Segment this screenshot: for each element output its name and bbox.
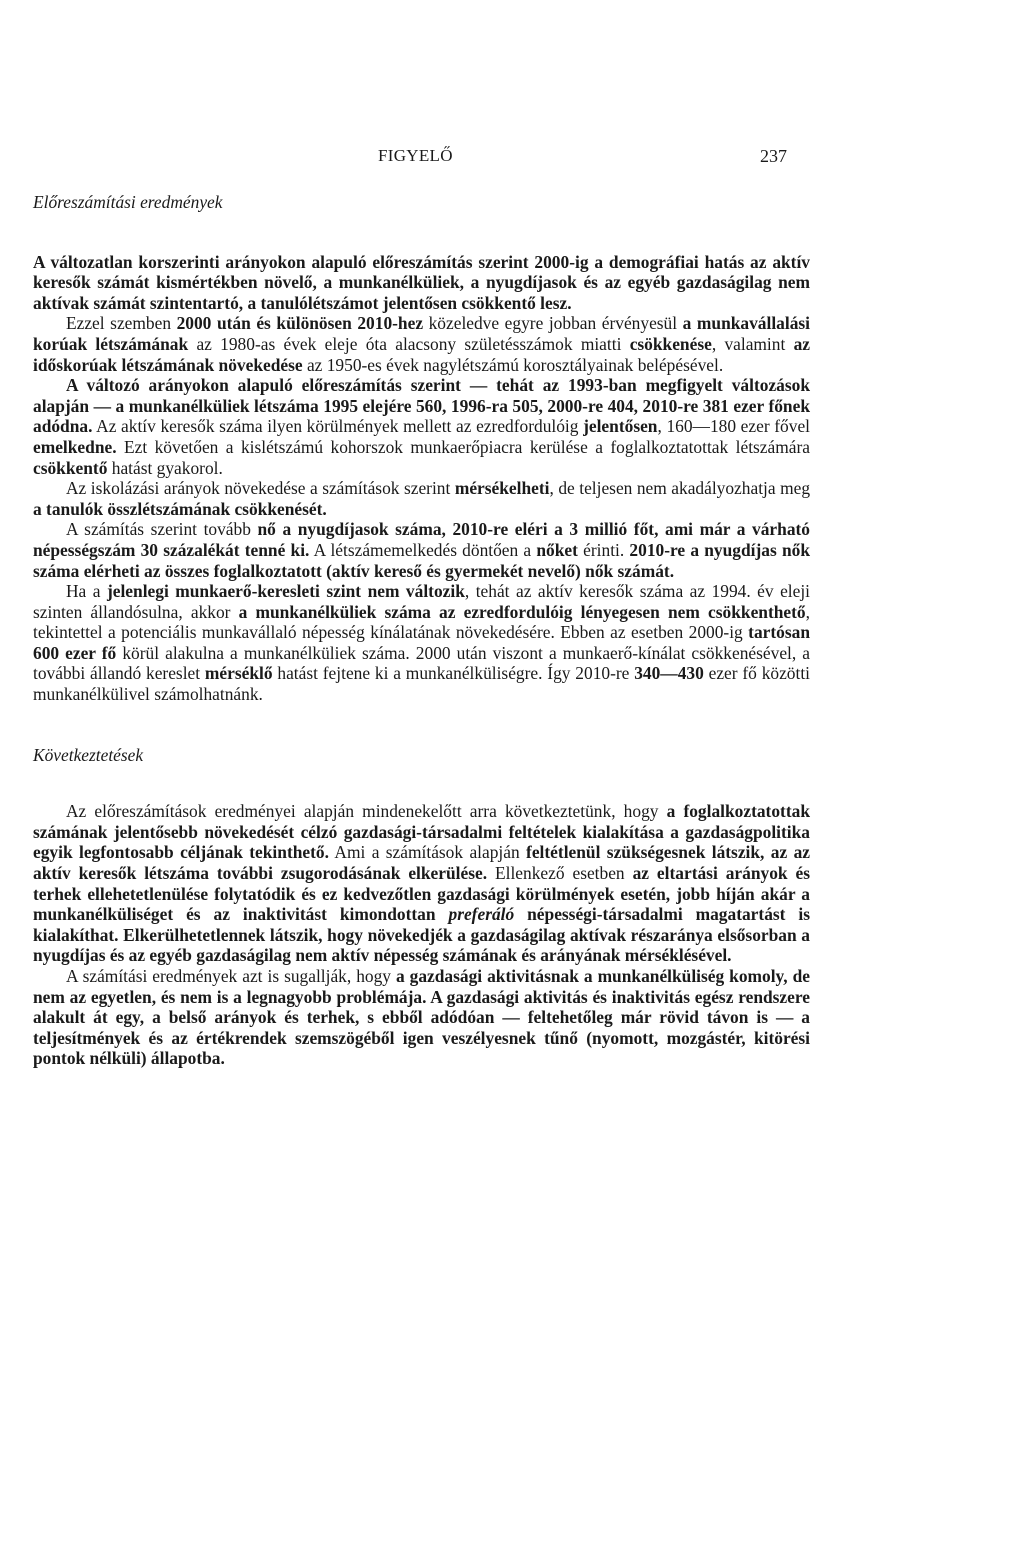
text-run: Az előreszámítások eredményei alapján mindenekelőtt arra következtetünk, hogy	[66, 801, 667, 822]
text-run: Elkerülhetetlennek látszik, hogy növekedjék a gazdaságilag aktívak részaránya elsősorban a nyugdíjas és az egyéb gazdaságilag nem aktív népesség számának és arányának mérséklésével.	[33, 924, 810, 966]
page-number: 237	[760, 146, 787, 166]
text-run: mérséklő	[204, 663, 273, 684]
text-run: Az aktív keresők száma ilyen körülmények mellett az ezredfordulóig	[92, 416, 584, 437]
text-run: a gazdasági aktivitásnak a munkanélküliség komoly, de nem az egyetlen, és nem is a legnagyobb problémája. A gazdasági aktivitás és inaktivitás egész rendszere alakult át egy, a belső arányok és terhek, s ebből adódóan — feltehetőleg már rövid távon is — a teljesítmények és az értékrendek szemszögéből igen veszélyesnek tűnő (nyomott, mozgástér, kitörési pontok nélküli) állapotba.	[33, 966, 811, 1069]
text-run: emelkedne.	[33, 436, 117, 457]
text-run: Ezzel szemben	[66, 313, 177, 334]
text-run: mérsékelheti	[454, 478, 550, 499]
text-run: Ha a	[66, 581, 107, 602]
text-run: érinti.	[577, 539, 630, 560]
text-run: tartósan 600 ezer fő	[33, 622, 810, 663]
text-run: csökkentő	[33, 457, 108, 478]
text-run: nőket	[536, 539, 578, 560]
text-run: csökkenése	[629, 333, 712, 354]
text-run: A számítás szerint tovább	[66, 519, 258, 540]
journal-title: FIGYELŐ	[378, 146, 453, 165]
text-run: , tehát az aktív keresők száma az 1994. év eleji szinten állandósulna, akkor	[33, 581, 810, 622]
text-run: feltétlenül szükségesnek látszik, az az aktív keresők létszáma további zsugorodásának elkerülése.	[33, 842, 810, 884]
text-run: 340—430	[634, 663, 704, 684]
paragraph	[33, 313, 810, 375]
text-run: jelentősen	[583, 416, 658, 437]
text-run: Ezt követően a kislétszámú kohorszok munkaerőpiacra kerülése a foglalkoztatottak létszámára	[116, 436, 810, 457]
text-run: A változatlan korszerinti arányokon alapuló előreszámítás szerint 2000-ig a demográfiai hatás az aktív keresők számát kismértékben növelő, a munkanélküliek, a nyugdíjasok és az egyéb gazdaságilag nem aktívak számát szintentartó, a tanulólétszámot jelentősen csökkentő lesz.	[33, 251, 810, 313]
text-run: az időskorúak létszámának növekedése	[33, 333, 810, 375]
text-run: ezer fő közötti munkanélkülivel számolhatnánk.	[33, 663, 810, 705]
text-run: Ellenkező esetben	[487, 863, 633, 884]
section-title-elorejelzes: Előreszámítási eredmények	[33, 192, 223, 212]
paragraph	[33, 966, 810, 1069]
text-run: körül alakulna a munkanélküliek száma. 2000 után viszont a munkaerő-kínálat csökkenésével, a további állandó kereslet	[33, 642, 810, 684]
paragraph	[33, 375, 810, 478]
text-run: 2000 után és különösen 2010-hez	[176, 313, 424, 334]
text-run: a foglalkoztatottak számának jelentősebb növekedését célzó gazdasági-társadalmi feltételek kialakítása a gazdaságpolitika egyik legfontosabb céljának tekinthető.	[33, 801, 810, 863]
text-run: hatást gyakorol.	[107, 457, 223, 478]
text-run: jelenlegi munkaerő-keresleti szint nem változik	[106, 581, 465, 602]
text-run: , valamint	[711, 333, 794, 354]
text-run: , tekintettel a potenciális munkavállaló népesség kínálatának növekedésére. Ebben az esetben 2000-ig	[33, 601, 810, 643]
text-run: Az iskolázási arányok növekedése a számítások szerint	[66, 478, 455, 499]
text-run: közeledve egyre jobban érvényesül	[423, 313, 683, 334]
text-run: az 1950-es évek nagylétszámú korosztályainak belépésével.	[302, 354, 724, 375]
paragraph	[33, 519, 810, 581]
text-run: A létszámemelkedés döntően a	[309, 539, 537, 560]
text-run: hatást fejtene ki a munkanélküliségre. Így 2010-re	[272, 663, 635, 684]
text-run: a tanulók összlétszámának csökkenését.	[33, 498, 327, 519]
paragraph	[33, 581, 810, 705]
text-run: , 160—180 ezer fővel	[657, 416, 810, 437]
text-run: a munkavállalási korúak létszámának	[33, 313, 810, 354]
article-body	[33, 192, 810, 1069]
running-header	[0, 146, 1024, 170]
section-title-kovetkeztetesek: Következtetések	[33, 744, 144, 765]
text-run: nő a nyugdíjasok száma, 2010-re eléri a 3 millió főt, ami már a várható népességszám 30 százalékát tenné ki.	[33, 519, 810, 560]
text-run: az 1980-as évek eleje óta alacsony születésszámok miatti	[188, 333, 630, 354]
text-run: preferáló	[448, 904, 515, 925]
text-run: , de teljesen nem akadályozhatja meg	[549, 478, 811, 499]
text-run: az eltartási arányok és terhek ellehetetlenülése folytatódik és ez kedvezőtlen gazdasági körülmények esetén, jobb híján akár a munkanélküliséget és az inaktivitást kimondottan	[33, 863, 810, 925]
text-run: Ami a számítások alapján	[328, 842, 527, 863]
text-run: népességi-társadalmi magatartást is kialakíthat.	[33, 904, 810, 945]
text-run: 2010-re a nyugdíjas nők száma elérheti az összes foglalkoztatott (aktív kereső és gyermekét nevelő) nők számát.	[33, 539, 810, 581]
paragraph	[33, 801, 810, 966]
text-run: A számítási eredmények azt is sugallják, hogy	[66, 966, 396, 986]
text-run: A változó arányokon alapuló előreszámítás szerint — tehát az 1993-ban megfigyelt változások alapján — a munkanélküliek létszáma 1995 elejére 560, 1996-ra 505, 2000-re 404, 2010-re 381 ezer főnek adódna.	[33, 375, 810, 437]
paragraph	[33, 252, 810, 314]
paragraph	[33, 478, 810, 519]
text-run: a munkanélküliek száma az ezredfordulóig lényegesen nem csökkenthető	[238, 601, 806, 622]
